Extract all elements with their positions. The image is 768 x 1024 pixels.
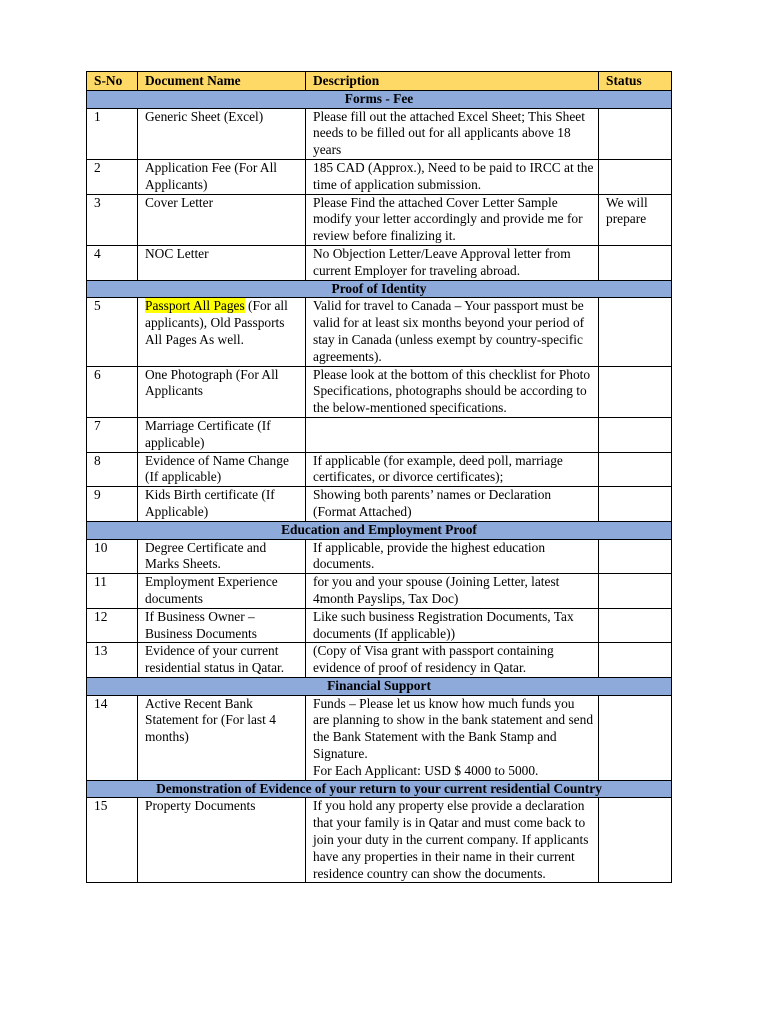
cell-status: [599, 452, 672, 487]
cell-description: Like such business Registration Documents, Tax documents (If applicable)): [306, 608, 599, 643]
cell-description: If you hold any property else provide a declaration that your family is in Qatar and must come back to join your duty in the current company. If applicants have any properties in their name in their current residence country can show the documents.: [306, 798, 599, 883]
cell-sno: 11: [87, 574, 138, 609]
table-header-row: [87, 72, 672, 91]
cell-sno: 14: [87, 695, 138, 780]
section-header-education-employment: [87, 521, 672, 539]
document-page: [86, 71, 671, 883]
cell-description: 185 CAD (Approx.), Need to be paid to IRCC at the time of application submission.: [306, 159, 599, 194]
cell-sno: 10: [87, 539, 138, 574]
table-row: [87, 366, 672, 417]
section-header-return-evidence: [87, 780, 672, 798]
section-header-financial-support: [87, 677, 672, 695]
cell-status: [599, 298, 672, 366]
cell-status: [599, 487, 672, 522]
highlighted-text: Passport All Pages: [145, 298, 245, 314]
cell-status: [599, 643, 672, 678]
table-row: [87, 539, 672, 574]
description-extra-text: For Each Applicant: USD $ 4000 to 5000.: [313, 762, 539, 778]
cell-document-name: Cover Letter: [138, 194, 306, 245]
cell-sno: 9: [87, 487, 138, 522]
cell-status: [599, 798, 672, 883]
table-row: [87, 159, 672, 194]
cell-status: [599, 245, 672, 280]
cell-description: If applicable, provide the highest education documents.: [306, 539, 599, 574]
cell-status: [599, 159, 672, 194]
cell-document-name: [138, 298, 306, 366]
cell-status: [599, 108, 672, 159]
table-row: [87, 452, 672, 487]
header-description: Description: [306, 72, 599, 91]
table-row: [87, 417, 672, 452]
section-title: Forms - Fee: [87, 90, 672, 108]
cell-document-name: Active Recent Bank Statement for (For last 4 months): [138, 695, 306, 780]
table-row: [87, 487, 672, 522]
cell-description: Please Find the attached Cover Letter Sample modify your letter accordingly and provide me for review before finalizing it.: [306, 194, 599, 245]
table-row: [87, 108, 672, 159]
cell-document-name: Marriage Certificate (If applicable): [138, 417, 306, 452]
cell-document-name: Generic Sheet (Excel): [138, 108, 306, 159]
description-text: Funds – Please let us know how much funds you are planning to show in the bank statement and send the Bank Statement with the Bank Stamp and Signature.: [313, 695, 594, 762]
table-row: [87, 798, 672, 883]
checklist-table: [86, 71, 672, 883]
cell-sno: 3: [87, 194, 138, 245]
table-row: [87, 194, 672, 245]
cell-document-name: Application Fee (For All Applicants): [138, 159, 306, 194]
cell-status: [599, 539, 672, 574]
table-row: [87, 695, 672, 780]
cell-description: [306, 417, 599, 452]
cell-document-name: Degree Certificate and Marks Sheets.: [138, 539, 306, 574]
cell-description: Showing both parents’ names or Declaration (Format Attached): [306, 487, 599, 522]
cell-document-name: One Photograph (For All Applicants: [138, 366, 306, 417]
cell-status: [599, 366, 672, 417]
cell-sno: 13: [87, 643, 138, 678]
cell-document-name: Kids Birth certificate (If Applicable): [138, 487, 306, 522]
cell-description: for you and your spouse (Joining Letter, latest 4month Payslips, Tax Doc): [306, 574, 599, 609]
header-document-name: Document Name: [138, 72, 306, 91]
section-title: Demonstration of Evidence of your return to your current residential Country: [87, 780, 672, 798]
cell-description: If applicable (for example, deed poll, marriage certificates, or divorce certificates);: [306, 452, 599, 487]
cell-description: No Objection Letter/Leave Approval letter from current Employer for traveling abroad.: [306, 245, 599, 280]
document-name-rest: (For all applicants), Old Passports All Pages As well.: [145, 298, 288, 347]
cell-status: We will prepare: [599, 194, 672, 245]
cell-document-name: NOC Letter: [138, 245, 306, 280]
cell-document-name: Property Documents: [138, 798, 306, 883]
table-row: [87, 574, 672, 609]
cell-sno: 5: [87, 298, 138, 366]
cell-sno: 8: [87, 452, 138, 487]
cell-document-name: Evidence of your current residential status in Qatar.: [138, 643, 306, 678]
cell-document-name: If Business Owner – Business Documents: [138, 608, 306, 643]
cell-sno: 7: [87, 417, 138, 452]
table-row: [87, 643, 672, 678]
cell-sno: 6: [87, 366, 138, 417]
cell-description: (Copy of Visa grant with passport containing evidence of proof of residency in Qatar.: [306, 643, 599, 678]
cell-sno: 12: [87, 608, 138, 643]
header-status: Status: [599, 72, 672, 91]
cell-status: [599, 574, 672, 609]
section-title: Education and Employment Proof: [87, 521, 672, 539]
section-header-proof-of-identity: [87, 280, 672, 298]
cell-document-name: Employment Experience documents: [138, 574, 306, 609]
cell-status: [599, 417, 672, 452]
table-row: [87, 245, 672, 280]
cell-document-name: Evidence of Name Change (If applicable): [138, 452, 306, 487]
cell-sno: 1: [87, 108, 138, 159]
table-row: [87, 298, 672, 366]
cell-sno: 2: [87, 159, 138, 194]
cell-status: [599, 608, 672, 643]
section-title: Proof of Identity: [87, 280, 672, 298]
cell-description: Valid for travel to Canada – Your passport must be valid for at least six months beyond your period of stay in Canada (unless exempt by country-specific agreements).: [306, 298, 599, 366]
cell-status: [599, 695, 672, 780]
section-header-forms-fee: [87, 90, 672, 108]
section-title: Financial Support: [87, 677, 672, 695]
cell-description: Please look at the bottom of this checklist for Photo Specifications, photographs should be according to the below-mentioned specifications.: [306, 366, 599, 417]
table-row: [87, 608, 672, 643]
cell-sno: 15: [87, 798, 138, 883]
cell-description: Please fill out the attached Excel Sheet; This Sheet needs to be filled out for all applicants above 18 years: [306, 108, 599, 159]
header-sno: S-No: [87, 72, 138, 91]
cell-sno: 4: [87, 245, 138, 280]
cell-description: [306, 695, 599, 780]
